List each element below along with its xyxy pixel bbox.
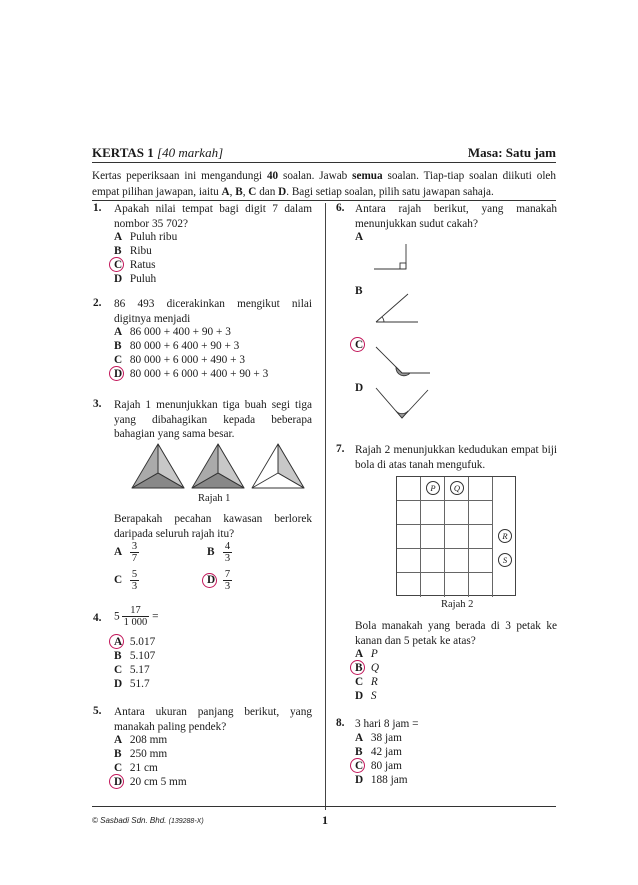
q1-option-a[interactable]: A Puluh ribu <box>114 231 178 243</box>
q4-option-c[interactable]: C 5.17 <box>114 664 150 676</box>
q4-option-d[interactable]: D 51.7 <box>114 678 150 690</box>
q6-obtuse-angle-figure <box>372 343 434 377</box>
instruction-rule <box>92 200 556 201</box>
q2-option-c[interactable]: C 80 000 + 6 000 + 490 + 3 <box>114 354 245 366</box>
column-divider <box>325 203 326 810</box>
q7-option-d[interactable]: D S <box>355 690 377 702</box>
q4-option-b[interactable]: B 5.107 <box>114 650 156 662</box>
q3-option-a[interactable]: A $\frac{3}{7}$ <box>114 541 138 564</box>
q1-answer-circle <box>109 257 124 272</box>
q5-number: 5. <box>93 705 102 717</box>
q8-number: 8. <box>336 717 345 729</box>
page-number: 1 <box>322 813 328 827</box>
q2-option-d[interactable]: D 80 000 + 6 000 + 400 + 90 + 3 <box>114 368 269 380</box>
q7-stem: Rajah 2 menunjukkan kedudukan empat biji bola di atas tanah mengufuk. <box>355 444 557 471</box>
q1-option-d[interactable]: D Puluh <box>114 273 157 285</box>
q4-option-a[interactable]: A 5.017 <box>114 636 156 648</box>
footer-rule <box>92 806 556 807</box>
q2-answer-circle <box>109 366 124 381</box>
paper-title <box>92 145 223 161</box>
q5-option-d[interactable]: D 20 cm 5 mm <box>114 776 187 788</box>
q1-option-b[interactable]: B Ribu <box>114 245 152 257</box>
q6-option-c[interactable]: C <box>355 339 364 351</box>
q6-option-a[interactable]: A <box>355 231 364 243</box>
q3-number: 3. <box>93 398 102 410</box>
q6-number: 6. <box>336 202 345 214</box>
q7-number: 7. <box>336 443 345 455</box>
q6-option-b[interactable]: B <box>355 285 363 297</box>
q3-answer-circle <box>202 573 217 588</box>
q1-option-c[interactable]: C Ratus <box>114 259 156 271</box>
triangle-3 <box>252 444 304 488</box>
q1-stem: Apakah nilai tempat bagi digit 7 dalam nombor 35 702? <box>114 203 312 230</box>
q3-option-d[interactable]: D $\frac{7}{3}$ <box>207 569 231 592</box>
q8-answer-circle <box>350 758 365 773</box>
q3-ask: Berapakah pecahan kawasan berlorek daripada seluruh rajah itu? <box>114 513 312 540</box>
q8-stem: 3 hari 8 jam = <box>355 718 419 730</box>
q7-ask: Bola manakah yang berada di 3 petak ke kanan dan 5 petak ke atas? <box>355 620 557 647</box>
q4-expression: 5 $\frac{17}{1 000}$ = <box>114 605 159 628</box>
triangle-2 <box>192 444 244 488</box>
q4-answer-circle <box>109 634 124 649</box>
q8-option-d[interactable]: D 188 jam <box>355 774 408 786</box>
q3-caption: Rajah 1 <box>198 493 231 504</box>
q7-option-b[interactable]: B Q <box>355 662 379 674</box>
q7-answer-circle <box>350 660 365 675</box>
q5-option-a[interactable]: A 208 mm <box>114 734 168 746</box>
ball-p: P <box>426 481 440 495</box>
q6-stem: Antara rajah berikut, yang manakah menunjukkan sudut cakah? <box>355 203 557 230</box>
q2-option-b[interactable]: B 80 000 + 6 400 + 90 + 3 <box>114 340 240 352</box>
q8-option-a[interactable]: A 38 jam <box>355 732 402 744</box>
ball-q: Q <box>450 481 464 495</box>
q1-number: 1. <box>93 202 102 214</box>
q5-option-b[interactable]: B 250 mm <box>114 748 168 760</box>
q2-option-a[interactable]: A 86 000 + 400 + 90 + 3 <box>114 326 231 338</box>
footer-publisher: © Sasbadi Sdn. Bhd. (139288-X) <box>92 816 204 825</box>
q7-caption: Rajah 2 <box>441 599 474 610</box>
q6-acute-angle-figure <box>372 290 422 326</box>
q5-answer-circle <box>109 774 124 789</box>
paper-marks: [40 markah] <box>157 145 224 160</box>
q6-option-d[interactable]: D <box>355 382 364 394</box>
q2-number: 2. <box>93 297 102 309</box>
q3-option-b[interactable]: B $\frac{4}{3}$ <box>207 541 231 564</box>
q8-option-b[interactable]: B 42 jam <box>355 746 402 758</box>
ball-r: R <box>498 529 512 543</box>
instructions: Kertas peperiksaan ini mengandungi 40 soalan. Jawab semua soalan. Tiap-tiap soalan diikuti oleh empat pilihan jawapan, iaitu A, B, C dan D. Bagi setiap soalan, pilih satu jawapan sahaja. <box>92 170 556 198</box>
q7-option-c[interactable]: C R <box>355 676 378 688</box>
q6-reflex-angle-figure <box>372 384 434 424</box>
time-allowed: Masa: Satu jam <box>467 145 556 160</box>
top-rule <box>92 162 556 163</box>
q7-grid-figure <box>396 476 516 596</box>
q6-right-angle-figure <box>372 242 412 272</box>
q4-number: 4. <box>93 612 102 624</box>
paper-name: KERTAS 1 <box>92 145 154 160</box>
q3-triangles-figure <box>128 442 308 490</box>
q3-option-c[interactable]: C $\frac{5}{3}$ <box>114 569 138 592</box>
q5-stem: Antara ukuran panjang berikut, yang manakah paling pendek? <box>114 706 312 733</box>
q6-answer-circle <box>350 337 365 352</box>
q3-stem: Rajah 1 menunjukkan tiga buah segi tiga yang dibahagikan kepada beberapa bahagian yang sama besar. <box>114 399 312 441</box>
q8-option-c[interactable]: C 80 jam <box>355 760 402 772</box>
triangle-1 <box>132 444 184 488</box>
q5-option-c[interactable]: C 21 cm <box>114 762 158 774</box>
q2-stem: 86 493 dicerakinkan mengikut nilai digitnya menjadi <box>114 298 312 325</box>
ball-s: S <box>498 553 512 567</box>
q7-option-a[interactable]: A P <box>355 648 378 660</box>
